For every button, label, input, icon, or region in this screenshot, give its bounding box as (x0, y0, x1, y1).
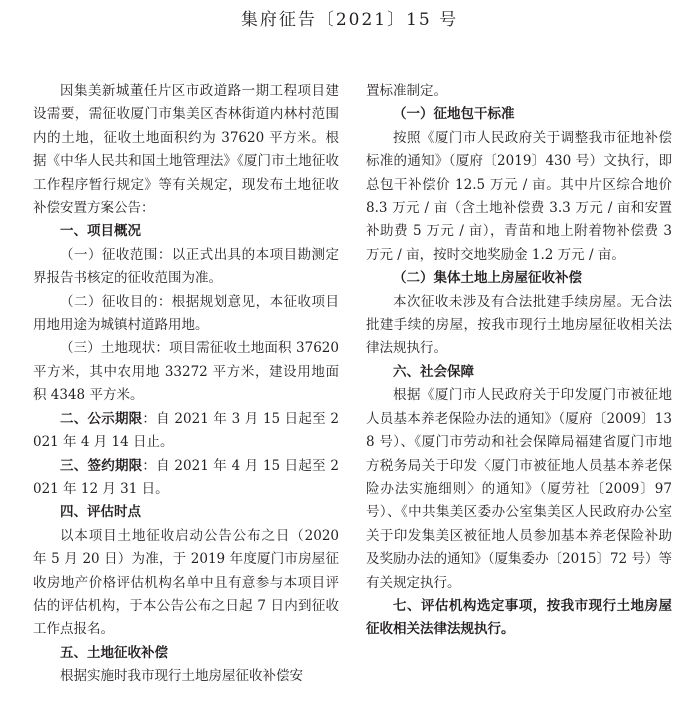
section-4-heading: 四、评估时点 (60, 504, 141, 521)
section-6-text: 根据《厦门市人民政府关于印发厦门市被征地人员基本养老保险办法的通知》（厦府〔2009〕138 号）、《厦门市劳动和社会保障局福建省厦门市地方税务局关于印发〈厦门市被征地人员基本养老保险办法实施细则〉的通知》（厦劳社〔2009〕97 号）、《中共集美区委办公室集美区人民政府办公室关于印发集美区被征地人员参加基本养老保险补助及奖励办法的通知》（厦集委办〔2015〕72 号）等有关规定执行。 (366, 387, 672, 591)
section-6-heading: 六、社会保障 (393, 363, 474, 380)
section-2-label: 二、公示期限 (60, 410, 143, 427)
section-2-paragraph (33, 408, 339, 455)
subsection-1-text: 按照《厦门市人民政府关于调整我市征地补偿标准的通知》（厦府〔2019〕430 号）文执行，即总包干补偿价 12.5 万元 / 亩。其中片区综合地价 8.3 万元 / 亩（含土地补偿费 3.3 万元 / 亩和安置补助费 5 万元 / 亩），青苗和地上附着物补偿费 3 万元 / 亩，按时交地奖励金 1.2 万元 / 亩。 (366, 129, 672, 263)
section-4-text: 以本项目土地征收启动公告公布之日（2020 年 5 月 20 日）为准，于 2019 年度厦门市房屋征收房地产价格评估机构名单中且有意参与本项目评估的评估机构，于本公告公布之日起 7 日内到征收工作点报名。 (33, 527, 339, 638)
intro-paragraph: 因集美新城董任片区市政道路一期工程项目建设需要，需征收厦门市集美区杏林街道内林村范围内的土地，征收土地面积约为 37620 平方米。根据《中华人民共和国土地管理法》《厦门市土地征收工作程序暂行规定》等有关规定，现发布土地征收补偿安置方案公告： (33, 83, 339, 217)
section-1-heading: 一、项目概况 (60, 223, 141, 240)
section-7-text: 七、评估机构选定事项，按我市现行土地房屋征收相关法律法规执行。 (366, 597, 672, 638)
section-3-paragraph (33, 455, 339, 502)
subsection-2-text: 本次征收未涉及有合法批建手续房屋。无合法批建手续的房屋，按我市现行土地房屋征收相关法律法规执行。 (366, 293, 672, 357)
section-1-item-2: （二）征收目的：根据规划意见，本征收项目用地用途为城镇村道路用地。 (33, 293, 339, 334)
section-5-heading: 五、土地征收补偿 (60, 644, 168, 661)
subsection-1-heading: （一）征地包干标准 (393, 106, 515, 123)
section-1-item-1: （一）征收范围：以正式出具的本项目勘测定界报告书核定的征收范围为准。 (33, 246, 339, 287)
document-title: 集府征告〔2021〕15 号 (240, 10, 459, 30)
section-1-item-3: （三）土地现状：项目需征收土地面积 37620 平方米，其中农用地 33272 平方米，建设用地面积 4348 平方米。 (33, 340, 339, 404)
section-2-text: ：自 2021 年 3 月 15 日起至 2021 年 4 月 14 日止。 (33, 410, 339, 451)
subsection-2-heading: （二）集体土地上房屋征收补偿 (393, 270, 582, 287)
section-5-text: 根据实施时我市现行土地房屋征收补偿安 (60, 668, 303, 685)
section-5-continuation: 置标准制定。 (366, 83, 447, 99)
left-column (33, 80, 339, 689)
section-3-text: ：自 2021 年 4 月 15 日起至 2021 年 12 月 31 日。 (33, 457, 339, 497)
section-3-label: 三、签约期限 (60, 457, 143, 474)
right-column (366, 80, 672, 642)
